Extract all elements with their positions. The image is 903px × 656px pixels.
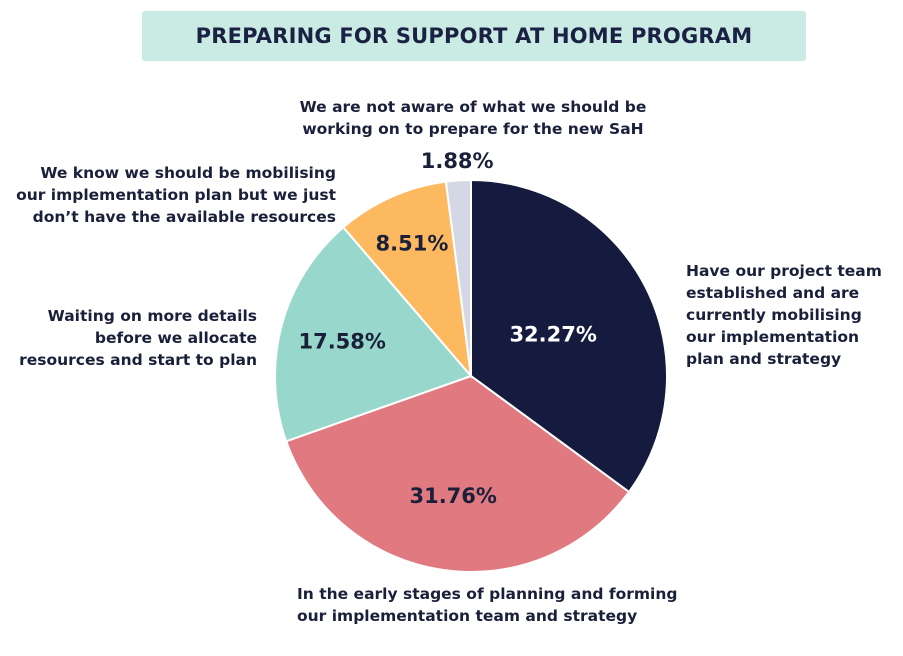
category-label-line: our implementation team and strategy (297, 607, 638, 625)
category-label-not-aware (258, 96, 688, 140)
category-label-line: established and are (686, 284, 860, 302)
category-label-line: plan and strategy (686, 350, 842, 368)
category-label-line: Have our project team (686, 262, 882, 280)
category-label-line: Waiting on more details (47, 307, 257, 325)
category-label-project-team-established (686, 260, 882, 370)
category-label-line: We know we should be mobilising (40, 164, 336, 182)
category-label-line: currently mobilising (686, 306, 862, 324)
category-label-line: working on to prepare for the new SaH (302, 120, 644, 138)
chart-title: PREPARING FOR SUPPORT AT HOME PROGRAM (195, 24, 753, 48)
category-label-line: resources and start to plan (19, 351, 257, 369)
slice-value-not-aware: 1.88% (420, 148, 494, 173)
slice-value-lack-resources: 8.51% (375, 231, 449, 256)
category-label-lack-resources (16, 162, 336, 228)
slice-value-early-stages-planning: 31.76% (409, 484, 497, 509)
category-label-line: our implementation plan but we just (16, 186, 336, 204)
category-label-line: our implementation (686, 328, 860, 346)
category-label-line: We are not aware of what we should be (299, 98, 647, 116)
category-label-early-stages-planning (297, 583, 677, 627)
slice-value-project-team-established: 32.27% (509, 322, 597, 347)
slice-value-waiting-on-details: 17.58% (298, 329, 386, 354)
category-label-line: don’t have the available resources (32, 208, 336, 226)
category-label-line: before we allocate (94, 329, 257, 347)
category-label-line: In the early stages of planning and forming (297, 585, 678, 603)
category-label-waiting-on-details (19, 305, 257, 371)
